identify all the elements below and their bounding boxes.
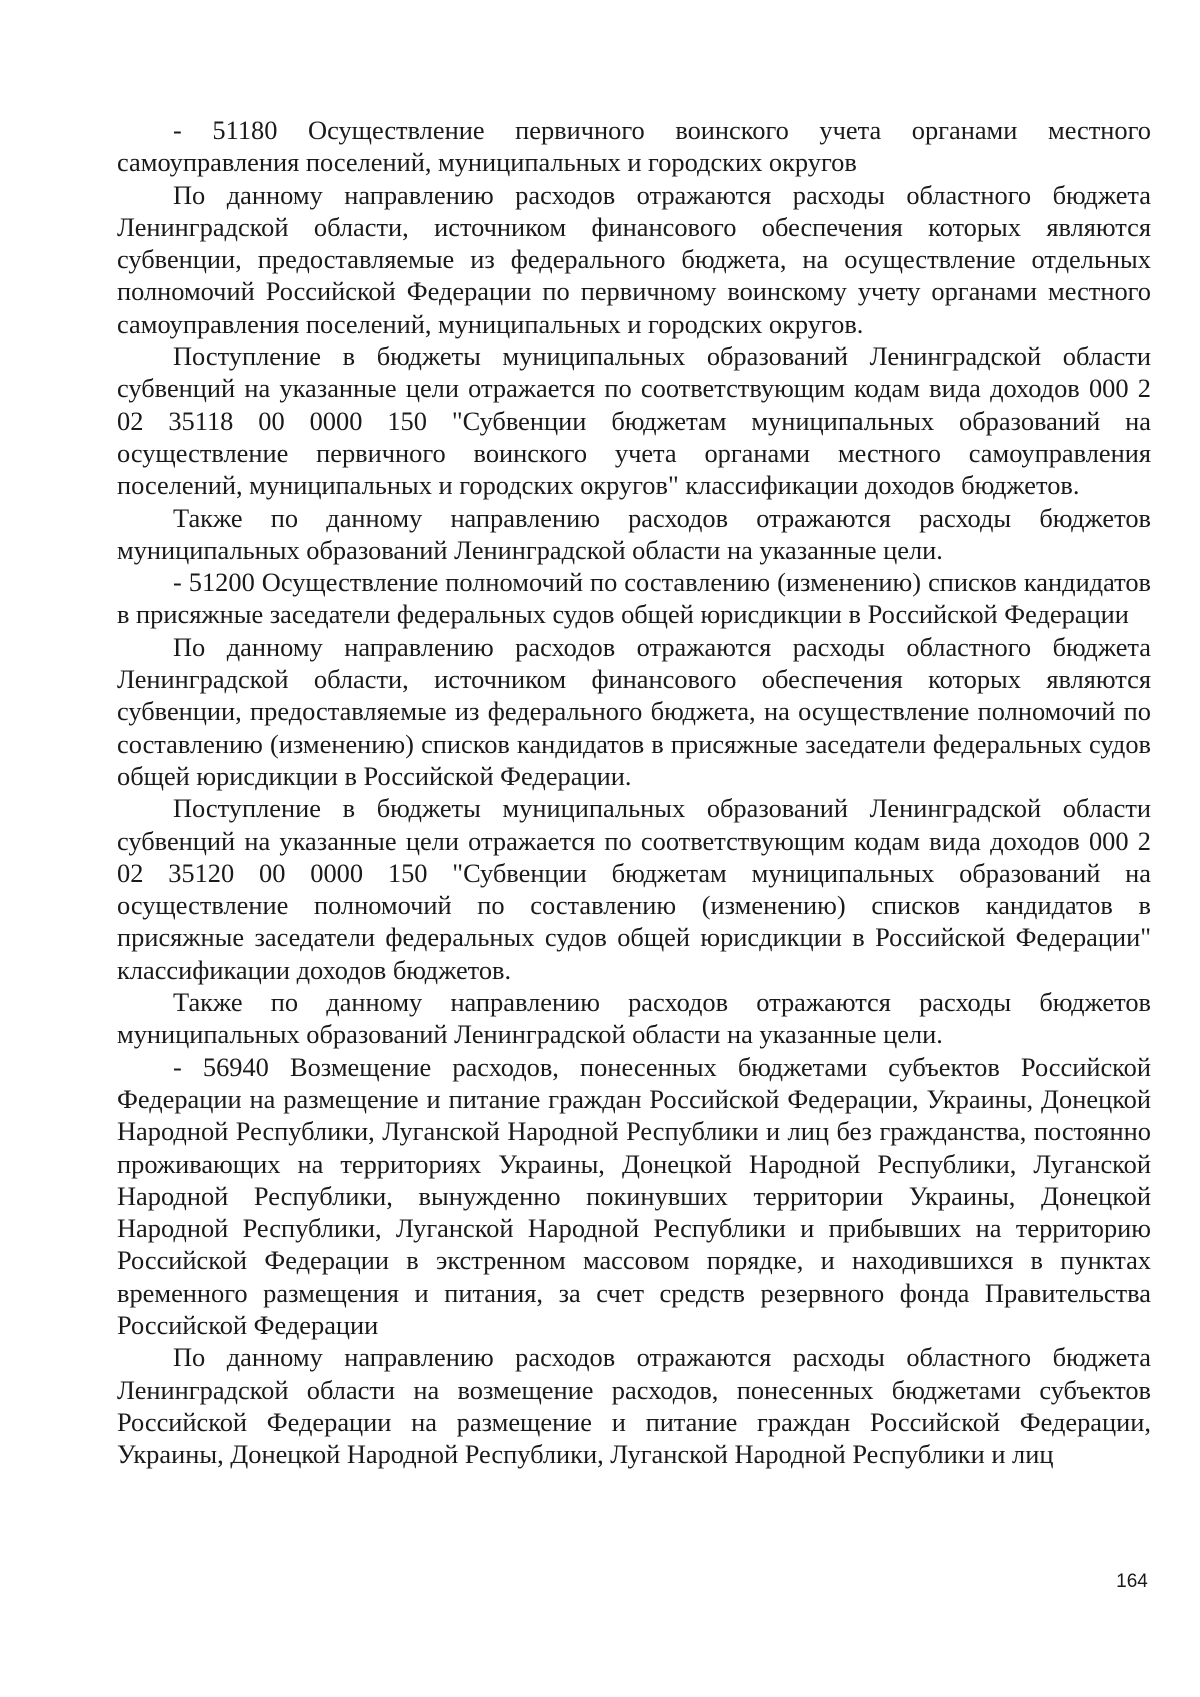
paragraph-56940-heading: - 56940 Возмещение расходов, понесенных бюджетами субъектов Российской Федерации на размещение и питание граждан Российской Федерации, Украины, Донецкой Народной Республики, Луганской Народной Республики и лиц без гражданства, постоянно проживающих на территориях Украины, Донецкой Народной Республики, Луганской Народной Республики, вынужденно покинувших территории Украины, Донецкой Народной Республики, Луганской Народной Республики и прибывших на территорию Российской Федерации в экстренном массовом порядке, и находившихся в пунктах временного размещения и питания, за счет средств резервного фонда Правительства Российской Федерации <box>117 1051 1151 1340</box>
paragraph-51200-municipal: Также по данному направлению расходов отражаются расходы бюджетов муниципальных образований Ленинградской области на указанные цели. <box>117 987 1151 1050</box>
paragraph-51200-revenue: Поступление в бюджеты муниципальных образований Ленинградской области субвенций на указанные цели отражается по соответствующим кодам вида доходов 000 2 02 35120 00 0000 150 "Субвенции бюджетам муниципальных образований на осуществление полномочий по составлению (изменению) списков кандидатов в присяжные заседатели федеральных судов общей юрисдикции в Российской Федерации" классификации доходов бюджетов. <box>117 793 1151 985</box>
paragraph-51180-revenue: Поступление в бюджеты муниципальных образований Ленинградской области субвенций на указанные цели отражается по соответствующим кодам вида доходов 000 2 02 35118 00 0000 150 "Субвенции бюджетам муниципальных образований на осуществление первичного воинского учета органами местного самоуправления поселений, муниципальных и городских округов" классификации доходов бюджетов. <box>117 341 1151 501</box>
paragraph-51180-heading: - 51180 Осуществление первичного воинского учета органами местного самоуправления поселений, муниципальных и городских округов <box>117 115 1151 178</box>
paragraph-51180-municipal: Также по данному направлению расходов отражаются расходы бюджетов муниципальных образований Ленинградской области на указанные цели. <box>117 502 1151 565</box>
paragraph-51200-heading: - 51200 Осуществление полномочий по составлению (изменению) списков кандидатов в присяжные заседатели федеральных судов общей юрисдикции в Российской Федерации <box>117 567 1151 630</box>
paragraph-51180-description: По данному направлению расходов отражаются расходы областного бюджета Ленинградской области, источником финансового обеспечения которых являются субвенции, предоставляемые из федерального бюджета, на осуществление отдельных полномочий Российской Федерации по первичному воинскому учету органами местного самоуправления поселений, муниципальных и городских округов. <box>117 179 1151 339</box>
paragraph-56940-description: По данному направлению расходов отражаются расходы областного бюджета Ленинградской области на возмещение расходов, понесенных бюджетами субъектов Российской Федерации на размещение и питание граждан Российской Федерации, Украины, Донецкой Народной Республики, Луганской Народной Республики и лиц <box>117 1342 1151 1470</box>
document-body <box>117 114 1151 1470</box>
page-number: 164 <box>1116 1571 1148 1592</box>
paragraph-51200-description: По данному направлению расходов отражаются расходы областного бюджета Ленинградской области, источником финансового обеспечения которых являются субвенции, предоставляемые из федерального бюджета, на осуществление полномочий по составлению (изменению) списков кандидатов в присяжные заседатели федеральных судов общей юрисдикции в Российской Федерации. <box>117 631 1151 791</box>
